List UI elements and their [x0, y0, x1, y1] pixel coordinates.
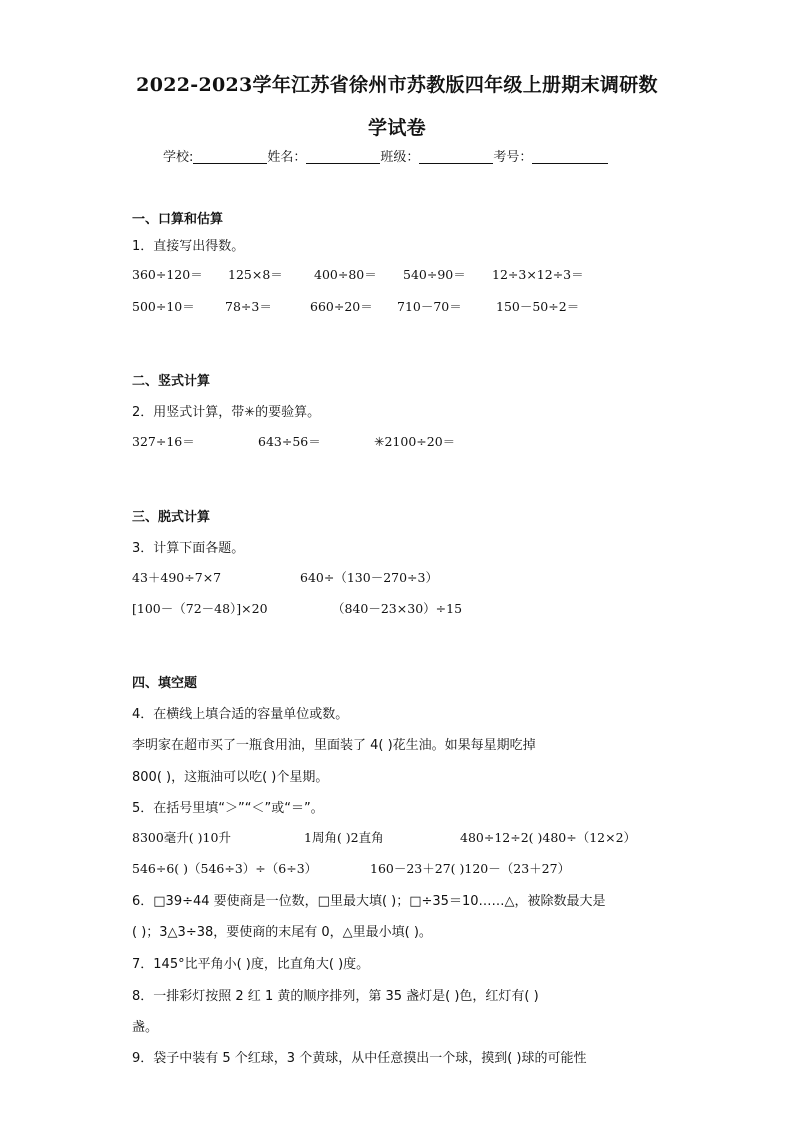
q5-item: 8300毫升( )10升	[132, 830, 231, 845]
q5-prompt: 5．在括号里填“＞”“＜”或“＝”。	[132, 801, 324, 816]
q1-item: 12÷3×12÷3＝	[492, 267, 584, 282]
name-blank	[306, 149, 380, 164]
q4-line-2: 800( )，这瓶油可以吃( )个星期。	[132, 770, 329, 785]
q1-item: 150－50÷2＝	[496, 299, 580, 314]
q8-line-1: 8．一排彩灯按照 2 红 1 黄的顺序排列，第 35 盏灯是( )色，红灯有( )	[132, 989, 539, 1004]
q2-item: ✳2100÷20＝	[374, 434, 456, 449]
q1-item: 125×8＝	[228, 267, 283, 282]
section-4-heading: 四、填空题	[132, 676, 198, 691]
name-label: 姓名：	[267, 150, 307, 165]
q1-item: 660÷20＝	[310, 299, 373, 314]
q9-line-1: 9．袋子中装有 5 个红球，3 个黄球，从中任意摸出一个球，摸到( )球的可能性	[132, 1051, 587, 1066]
q1-item: 540÷90＝	[403, 267, 466, 282]
q2-item: 643÷56＝	[258, 434, 321, 449]
q3-prompt: 3．计算下面各题。	[132, 541, 245, 556]
title-line-2: 学试卷	[368, 117, 426, 139]
q1-item: 710－70＝	[397, 299, 462, 314]
q2-item: 327÷16＝	[132, 434, 195, 449]
q1-prompt: 1．直接写出得数。	[132, 239, 245, 254]
q3-item: [100－（72－48）]×20	[132, 601, 268, 616]
q1-item: 400÷80＝	[314, 267, 377, 282]
class-blank	[419, 149, 493, 164]
student-info	[163, 146, 608, 165]
q6-line-1: 6．□39÷44 要使商是一位数，□里最大填( )；□÷35＝10……△，被除数最大是	[132, 894, 606, 909]
q1-item: 500÷10＝	[132, 299, 195, 314]
section-1-heading: 一、口算和估算	[132, 212, 224, 227]
q5-item: 1周角( )2直角	[304, 830, 384, 845]
q1-item: 78÷3＝	[225, 299, 272, 314]
q1-item: 360÷120＝	[132, 267, 203, 282]
q5-item: 546÷6( )（546÷3）÷（6÷3）	[132, 861, 318, 876]
title-line-1: 2022-2023学年江苏省徐州市苏教版四年级上册期末调研数	[136, 74, 658, 96]
q3-item: 640÷（130－270÷3）	[300, 570, 438, 585]
q7-line-1: 7．145°比平角小( )度，比直角大( )度。	[132, 957, 370, 972]
q4-line-1: 李明家在超市买了一瓶食用油，里面装了 4( )花生油。如果每星期吃掉	[132, 738, 536, 753]
section-2-heading: 二、竖式计算	[132, 374, 211, 389]
class-label: 班级：	[380, 150, 420, 165]
q5-item: 160－23＋27( )120－（23＋27）	[370, 861, 571, 876]
q6-line-2: ( )；3△3÷38，要使商的末尾有 0，△里最小填( )。	[132, 925, 432, 940]
q5-item: 480÷12÷2( )480÷（12×2）	[460, 830, 637, 845]
q8-line-2: 盏。	[132, 1020, 159, 1035]
exam-no-label: 考号：	[493, 150, 533, 165]
section-3-heading: 三、脱式计算	[132, 510, 211, 525]
q2-prompt: 2．用竖式计算，带✳的要验算。	[132, 405, 321, 420]
exam-no-blank	[532, 149, 608, 164]
school-label: 学校:	[163, 150, 194, 165]
school-blank	[193, 149, 267, 164]
q3-item: （840－23×30）÷15	[332, 601, 463, 616]
q4-prompt: 4．在横线上填合适的容量单位或数。	[132, 707, 349, 722]
q3-item: 43＋490÷7×7	[132, 570, 222, 585]
